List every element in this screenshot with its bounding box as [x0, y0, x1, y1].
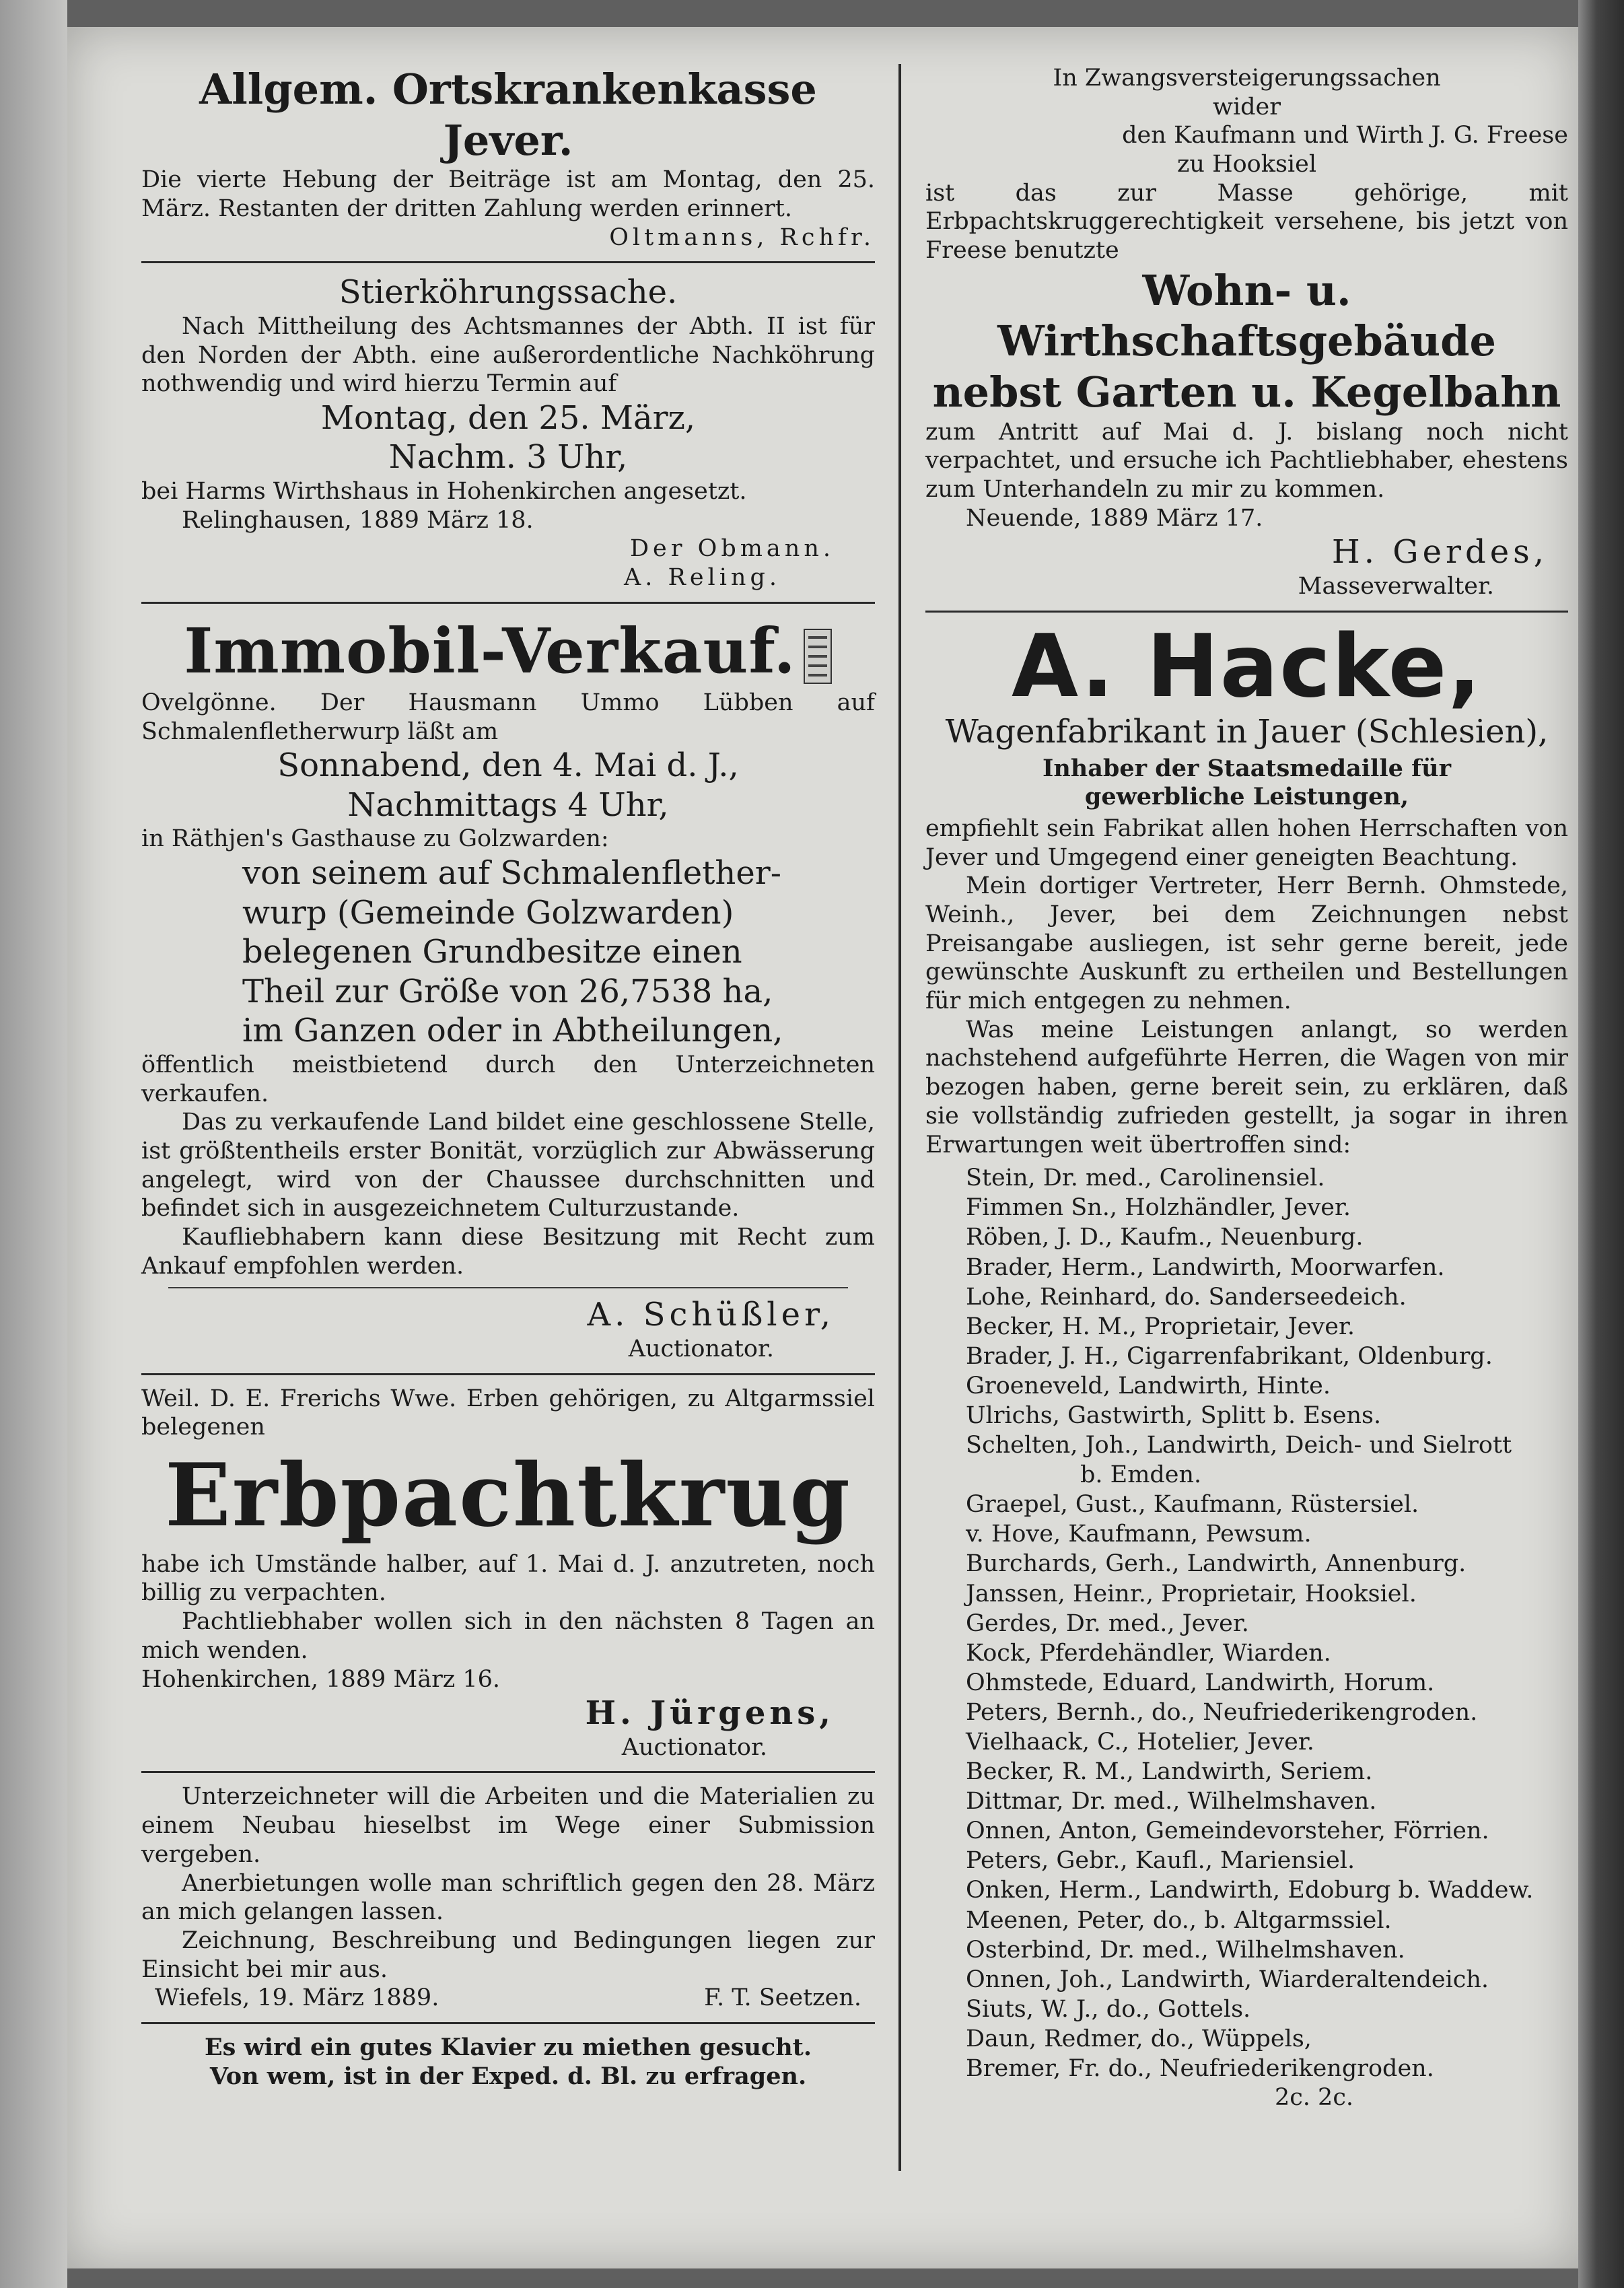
ad-title: A. Hacke,: [1011, 616, 1483, 717]
list-item: Dittmar, Dr. med., Wilhelmshaven.: [966, 1788, 1377, 1815]
ad-body: Zeichnung, Beschreibung und Bedingungen liegen zur Einsicht bei mir aus.: [141, 1927, 875, 1983]
ad-title-text: Immobil-Verkauf.: [184, 614, 796, 687]
list-item: Burchards, Gerh., Landwirth, Annenburg.: [966, 1550, 1467, 1578]
list-item: Peters, Bernh., do., Neufriederikengroden.: [966, 1698, 1478, 1726]
list-etc: 2c. 2c.: [1274, 2084, 1354, 2112]
list-item: Vielhaack, C., Hotelier, Jever.: [966, 1729, 1314, 1756]
list-item: Schelten, Joh., Landwirth, Deich- und Sielrott: [966, 1432, 1512, 1459]
ad-role: Masseverwalter.: [1298, 572, 1494, 600]
ad-body: empfiehlt sein Fabrikat allen hohen Herrschaften von Jever und Umgegend einer geneigten Beachtung.: [925, 814, 1568, 871]
ad-big-line: Theil zur Größe von 26,7538 ha,: [242, 972, 773, 1010]
separator: [141, 1771, 875, 1773]
ad-name: A. Reling.: [623, 564, 781, 592]
ad-body: Nach Mittheilung des Achtsmannes der Abth. II ist für den Norden der Abth. eine außerordentliche Nachköhrung nothwendig und wird hierzu Termin auf: [141, 312, 875, 398]
faint-rule: [168, 1287, 848, 1288]
left-column: [141, 64, 875, 2091]
ad-stierkoehrung: [141, 273, 875, 592]
ad-date: Montag, den 25. März,: [320, 398, 696, 437]
list-item: Brader, J. H., Cigarrenfabrikant, Oldenburg.: [966, 1342, 1493, 1370]
ad-title: Allgem. Ortskrankenkasse Jever.: [199, 65, 817, 165]
ad-line: den Kaufmann und Wirth J. G. Freese: [1122, 122, 1568, 149]
list-item: Röben, J. D., Kaufm., Neuenburg.: [966, 1224, 1364, 1251]
list-item: Brader, Herm., Landwirth, Moorwarfen.: [966, 1253, 1445, 1281]
reference-list: [966, 1163, 1568, 2083]
list-item: Janssen, Heinr., Proprietair, Hooksiel.: [966, 1580, 1417, 1607]
ad-title: Wohn- u. Wirthschaftsgebäude: [997, 265, 1496, 366]
page-gutter-shadow: [1578, 0, 1624, 2288]
list-item: Kock, Pferdehändler, Wiarden.: [966, 1639, 1331, 1667]
ad-body: Kaufliebhabern kann diese Besitzung mit Recht zum Ankauf empfohlen werden.: [141, 1224, 875, 1280]
list-item: Onken, Herm., Landwirth, Edoburg b. Waddew.: [966, 1877, 1534, 1904]
ad-signature: F. T. Seetzen.: [704, 1984, 861, 2012]
list-item: Daun, Redmer, do., Wüppels,: [966, 2025, 1312, 2052]
list-item: Graepel, Gust., Kaufmann, Rüstersiel.: [966, 1491, 1419, 1519]
ad-body: Mein dortiger Vertreter, Herr Bernh. Ohmstede, Weinh., Jever, bei dem Zeichnungen nebst Preisangabe ausliegen, ist sehr gerne bereit, jede gewünschte Auskunft zu ertheilen und Bestellungen für mich entgegen zu nehmen.: [925, 872, 1568, 1015]
ad-dateline: Hohenkirchen, 1889 März 16.: [141, 1665, 501, 1693]
right-column: [925, 64, 1568, 2112]
ad-role: Auctionator.: [621, 1733, 767, 1761]
separator: [925, 611, 1568, 613]
ad-body: habe ich Umstände halber, auf 1. Mai d. J. anzutreten, noch billig zu verpachten.: [141, 1550, 875, 1607]
ad-place: bei Harms Wirthshaus in Hohenkirchen angesetzt.: [141, 478, 747, 506]
list-item: Lohe, Reinhard, do. Sanderseedeich.: [966, 1283, 1407, 1311]
list-item: Peters, Gebr., Kaufl., Mariensiel.: [966, 1847, 1355, 1875]
ad-erbpachtkrug: [141, 1385, 875, 1762]
list-item: Osterbind, Dr. med., Wilhelmshaven.: [966, 1936, 1405, 1964]
ad-big-line: von seinem auf Schmalenflether-: [242, 854, 781, 893]
list-item: b. Emden.: [1080, 1461, 1202, 1489]
ad-zwangsversteigerung: [925, 64, 1568, 601]
ad-dateline: Neuende, 1889 März 17.: [966, 504, 1263, 532]
list-item: Fimmen Sn., Holzhändler, Jever.: [966, 1194, 1351, 1222]
ad-signature: H. Jürgens,: [585, 1694, 835, 1733]
ad-klavier: [141, 2034, 875, 2091]
list-item: Gerdes, Dr. med., Jever.: [966, 1609, 1249, 1637]
ad-date: Sonnabend, den 4. Mai d. J.,: [277, 747, 739, 785]
list-item: Ohmstede, Eduard, Landwirth, Horum.: [966, 1669, 1435, 1696]
list-item: Stein, Dr. med., Carolinensiel.: [966, 1165, 1325, 1192]
ad-place: in Räthjen's Gasthause zu Golzwarden:: [141, 825, 609, 853]
ad-body: Die vierte Hebung der Beiträge ist am Montag, den 25. März. Restanten der dritten Zahlung werden erinnert.: [141, 166, 875, 222]
list-item: v. Hove, Kaufmann, Pewsum.: [966, 1521, 1312, 1548]
ad-tail: öffentlich meistbietend durch den Unterzeichneten verkaufen.: [141, 1051, 875, 1107]
ad-big-lines: [242, 854, 875, 1051]
ad-intro: Weil. D. E. Frerichs Wwe. Erben gehörigen, zu Altgarmssiel belegenen: [141, 1385, 875, 1441]
ad-signature: A. Schüßler,: [587, 1296, 835, 1334]
ad-hacke: [925, 616, 1568, 2112]
ad-body: Das zu verkaufende Land bildet eine geschlossene Stelle, ist größtentheils erster Bonität, vorzüglich zur Abwässerung angelegt, wird von der Chaussee durchschnitten und befindet sich in ausgezeichnetem Culturzustande.: [141, 1109, 875, 1222]
ad-line: zu Hooksiel: [1176, 151, 1317, 178]
ad-signature: H. Gerdes,: [1331, 533, 1548, 571]
list-item: Groeneveld, Landwirth, Hinte.: [966, 1372, 1331, 1399]
ad-big-line: wurp (Gemeinde Golzwarden): [242, 893, 734, 932]
separator: [141, 602, 875, 604]
ad-line: wider: [1212, 93, 1281, 120]
ad-ortskrankenkasse: [141, 64, 875, 252]
ad-dateline: Relinghausen, 1889 März 18.: [182, 506, 534, 534]
list-item: Siuts, W. J., do., Gottels.: [966, 1995, 1251, 2023]
ad-title: Stierköhrungssache.: [339, 273, 678, 312]
ad-time: Nachm. 3 Uhr,: [388, 438, 628, 477]
ad-intro: Ovelgönne. Der Hausmann Ummo Lübben auf Schmalenfletherwurp läßt am: [141, 689, 875, 745]
ad-line: Es wird ein gutes Klavier zu miethen gesucht.: [204, 2033, 812, 2061]
ad-big-line: belegenen Grundbesitze einen: [242, 933, 742, 971]
separator: [141, 2022, 875, 2024]
page-left-margin: [0, 0, 67, 2288]
ad-body: zum Antritt auf Mai d. J. bislang noch nicht verpachtet, und ersuche ich Pachtliebhaber, ehestens zum Unterhandeln zu mir zu kommen.: [925, 418, 1568, 504]
ad-signature: Oltmanns, Rchfr.: [609, 223, 875, 251]
ad-body: Was meine Leistungen anlangt, so werden nachstehend aufgeführte Herren, die Wagen von mir bezogen haben, gerne bereit sein, zu erklären, daß sie vollständig zufrieden gestellt, ja sogar in ihren Erwartungen weit übertroffen sind:: [925, 1016, 1568, 1158]
list-item: Ulrichs, Gastwirth, Splitt b. Esens.: [966, 1401, 1382, 1429]
ad-line: Von wem, ist in der Exped. d. Bl. zu erfragen.: [209, 2062, 807, 2090]
list-item: Meenen, Peter, do., b. Altgarmssiel.: [966, 1906, 1392, 1934]
ad-body: Unterzeichneter will die Arbeiten und die Materialien zu einem Neubau hieselbst im Wege einer Submission vergeben.: [141, 1783, 875, 1868]
ad-subtitle: Wagenfabrikant in Jauer (Schlesien),: [945, 713, 1549, 751]
list-item: Onnen, Joh., Landwirth, Wiarderaltendeich.: [966, 1966, 1489, 1993]
ad-medal: Inhaber der Staatsmedaille für gewerbliche Leistungen,: [1042, 754, 1452, 811]
ad-body: Anerbietungen wolle man schriftlich gegen den 28. März an mich gelangen lassen.: [141, 1869, 875, 1926]
list-item: Becker, R. M., Landwirth, Seriem.: [966, 1758, 1373, 1786]
ad-time: Nachmittags 4 Uhr,: [347, 786, 669, 824]
ad-body: Pachtliebhaber wollen sich in den nächsten 8 Tagen an mich wenden.: [141, 1608, 875, 1664]
ad-title: [141, 613, 875, 689]
crest-icon: [803, 628, 833, 685]
ad-dateline: Wiefels, 19. März 1889.: [155, 1984, 439, 2012]
ad-footer: [141, 1984, 875, 2013]
list-item: Bremer, Fr. do., Neufriederikengroden.: [966, 2055, 1434, 2083]
list-item: Onnen, Anton, Gemeindevorsteher, Förrien.: [966, 1817, 1489, 1845]
ad-signature: Der Obmann.: [630, 535, 835, 563]
ad-title: Erbpachtkrug: [165, 1445, 851, 1546]
ad-title: nebst Garten u. Kegelbahn: [932, 368, 1561, 417]
ad-heading: In Zwangsversteigerungssachen: [1053, 65, 1441, 92]
separator: [141, 1373, 875, 1375]
ad-role: Auctionator.: [628, 1335, 774, 1362]
separator: [141, 261, 875, 263]
ad-body: ist das zur Masse gehörige, mit Erbpachtskruggerechtigkeit versehene, bis jetzt von Freese benutzte: [925, 179, 1568, 265]
column-divider: [898, 64, 901, 2171]
ad-submission: [141, 1782, 875, 2013]
ad-immobil-verkauf: [141, 613, 875, 1364]
list-item: Becker, H. M., Proprietair, Jever.: [966, 1313, 1355, 1340]
ad-big-line: im Ganzen oder in Abtheilungen,: [242, 1012, 783, 1050]
